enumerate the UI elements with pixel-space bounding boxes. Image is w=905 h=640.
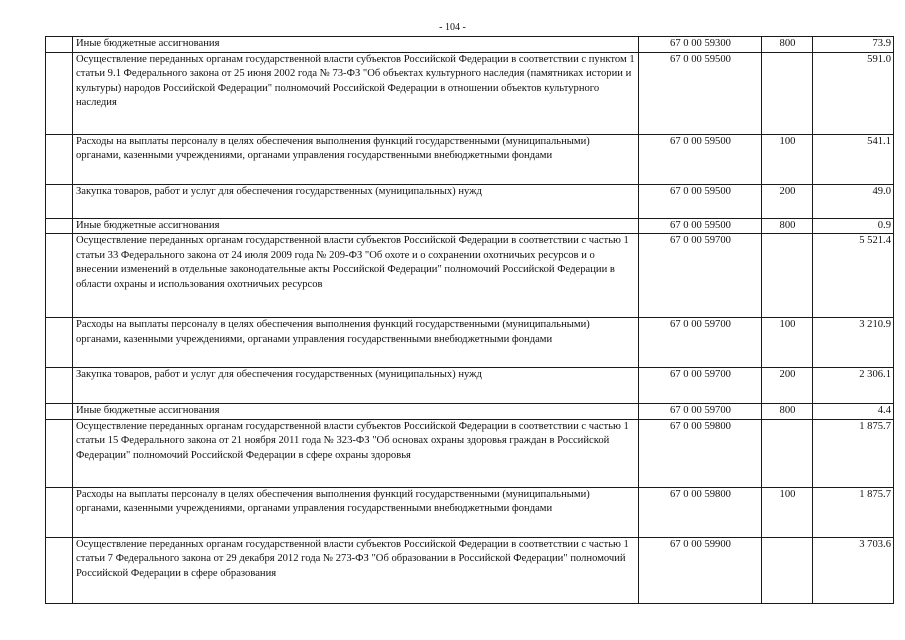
- row-amount: 1 875.7: [813, 487, 894, 537]
- table-row: [46, 37, 894, 53]
- row-expense-type: [762, 234, 813, 318]
- budget-table-body: [46, 37, 894, 604]
- row-amount: 3 210.9: [813, 318, 894, 368]
- row-amount: 2 306.1: [813, 368, 894, 404]
- table-row: [46, 234, 894, 318]
- row-description: Закупка товаров, работ и услуг для обеспечения государственных (муниципальных) нужд: [73, 368, 639, 404]
- row-amount: 591.0: [813, 52, 894, 134]
- page-number: - 104 -: [439, 22, 466, 33]
- row-amount: 4.4: [813, 404, 894, 420]
- row-expense-type: 100: [762, 318, 813, 368]
- row-target-code: 67 0 00 59700: [639, 404, 762, 420]
- row-amount: 5 521.4: [813, 234, 894, 318]
- row-description: Иные бюджетные ассигнования: [73, 37, 639, 53]
- row-amount: 73.9: [813, 37, 894, 53]
- row-expense-type: 800: [762, 404, 813, 420]
- table-row: [46, 184, 894, 218]
- row-description: Осуществление переданных органам государственной власти субъектов Российской Федерации в соответствии с частью 1 статьи 15 Федерального закона от 21 ноября 2011 года № 323-ФЗ "Об основах охраны здоровья граждан в Российской Федерации" полномочий Российской Федерации в сфере охраны здоровья: [73, 419, 639, 487]
- row-target-code: 67 0 00 59700: [639, 318, 762, 368]
- table-row: [46, 487, 894, 537]
- row-target-code: 67 0 00 59500: [639, 52, 762, 134]
- row-expense-type: 200: [762, 368, 813, 404]
- row-expense-type: 100: [762, 487, 813, 537]
- row-target-code: 67 0 00 59500: [639, 218, 762, 234]
- row-amount: 541.1: [813, 134, 894, 184]
- row-expense-type: 100: [762, 134, 813, 184]
- row-indent-cell: [46, 218, 73, 234]
- row-amount: 3 703.6: [813, 537, 894, 603]
- row-indent-cell: [46, 537, 73, 603]
- row-indent-cell: [46, 487, 73, 537]
- row-target-code: 67 0 00 59800: [639, 487, 762, 537]
- budget-table: [45, 36, 894, 604]
- row-target-code: 67 0 00 59500: [639, 134, 762, 184]
- row-indent-cell: [46, 419, 73, 487]
- row-description: Осуществление переданных органам государственной власти субъектов Российской Федерации в соответствии с частью 1 статьи 33 Федерального закона от 24 июля 2009 года № 209-ФЗ "Об охоте и о сохранении охотничьих ресурсов и о внесении изменений в отдельные законодательные акты Российской Федерации" полномочий Российской Федерации в области охраны и использования охотничьих ресурсов: [73, 234, 639, 318]
- row-target-code: 67 0 00 59500: [639, 184, 762, 218]
- row-target-code: 67 0 00 59300: [639, 37, 762, 53]
- row-target-code: 67 0 00 59800: [639, 419, 762, 487]
- row-description: Иные бюджетные ассигнования: [73, 218, 639, 234]
- row-indent-cell: [46, 134, 73, 184]
- row-expense-type: 800: [762, 218, 813, 234]
- row-indent-cell: [46, 37, 73, 53]
- table-row: [46, 404, 894, 420]
- row-indent-cell: [46, 184, 73, 218]
- row-target-code: 67 0 00 59900: [639, 537, 762, 603]
- row-indent-cell: [46, 234, 73, 318]
- row-expense-type: [762, 52, 813, 134]
- table-row: [46, 218, 894, 234]
- table-row: [46, 368, 894, 404]
- row-target-code: 67 0 00 59700: [639, 234, 762, 318]
- row-amount: 0.9: [813, 218, 894, 234]
- row-description: Расходы на выплаты персоналу в целях обеспечения выполнения функций государственными (муниципальными) органами, казенными учреждениями, органами управления государственными внебюджетными фондами: [73, 134, 639, 184]
- row-indent-cell: [46, 368, 73, 404]
- row-amount: 1 875.7: [813, 419, 894, 487]
- table-row: [46, 134, 894, 184]
- row-description: Расходы на выплаты персоналу в целях обеспечения выполнения функций государственными (муниципальными) органами, казенными учреждениями, органами управления государственными внебюджетными фондами: [73, 487, 639, 537]
- row-target-code: 67 0 00 59700: [639, 368, 762, 404]
- row-description: Осуществление переданных органам государственной власти субъектов Российской Федерации в соответствии с частью 1 статьи 7 Федерального закона от 29 декабря 2012 года № 273-ФЗ "Об образовании в Российской Федерации" полномочий Российской Федерации в сфере образования: [73, 537, 639, 603]
- row-description: Расходы на выплаты персоналу в целях обеспечения выполнения функций государственными (муниципальными) органами, казенными учреждениями, органами управления государственными внебюджетными фондами: [73, 318, 639, 368]
- row-expense-type: 200: [762, 184, 813, 218]
- table-row: [46, 419, 894, 487]
- row-expense-type: 800: [762, 37, 813, 53]
- row-description: Закупка товаров, работ и услуг для обеспечения государственных (муниципальных) нужд: [73, 184, 639, 218]
- row-expense-type: [762, 419, 813, 487]
- row-amount: 49.0: [813, 184, 894, 218]
- row-indent-cell: [46, 404, 73, 420]
- table-row: [46, 537, 894, 603]
- row-description: Осуществление переданных органам государственной власти субъектов Российской Федерации в соответствии с пунктом 1 статьи 9.1 Федерального закона от 25 июня 2002 года № 73-ФЗ "Об объектах культурного наследия (памятниках истории и культуры) народов Российской Федерации" полномочий Российской Федерации в отношении объектов культурного наследия: [73, 52, 639, 134]
- table-row: [46, 318, 894, 368]
- row-indent-cell: [46, 52, 73, 134]
- row-description: Иные бюджетные ассигнования: [73, 404, 639, 420]
- row-indent-cell: [46, 318, 73, 368]
- table-row: [46, 52, 894, 134]
- row-expense-type: [762, 537, 813, 603]
